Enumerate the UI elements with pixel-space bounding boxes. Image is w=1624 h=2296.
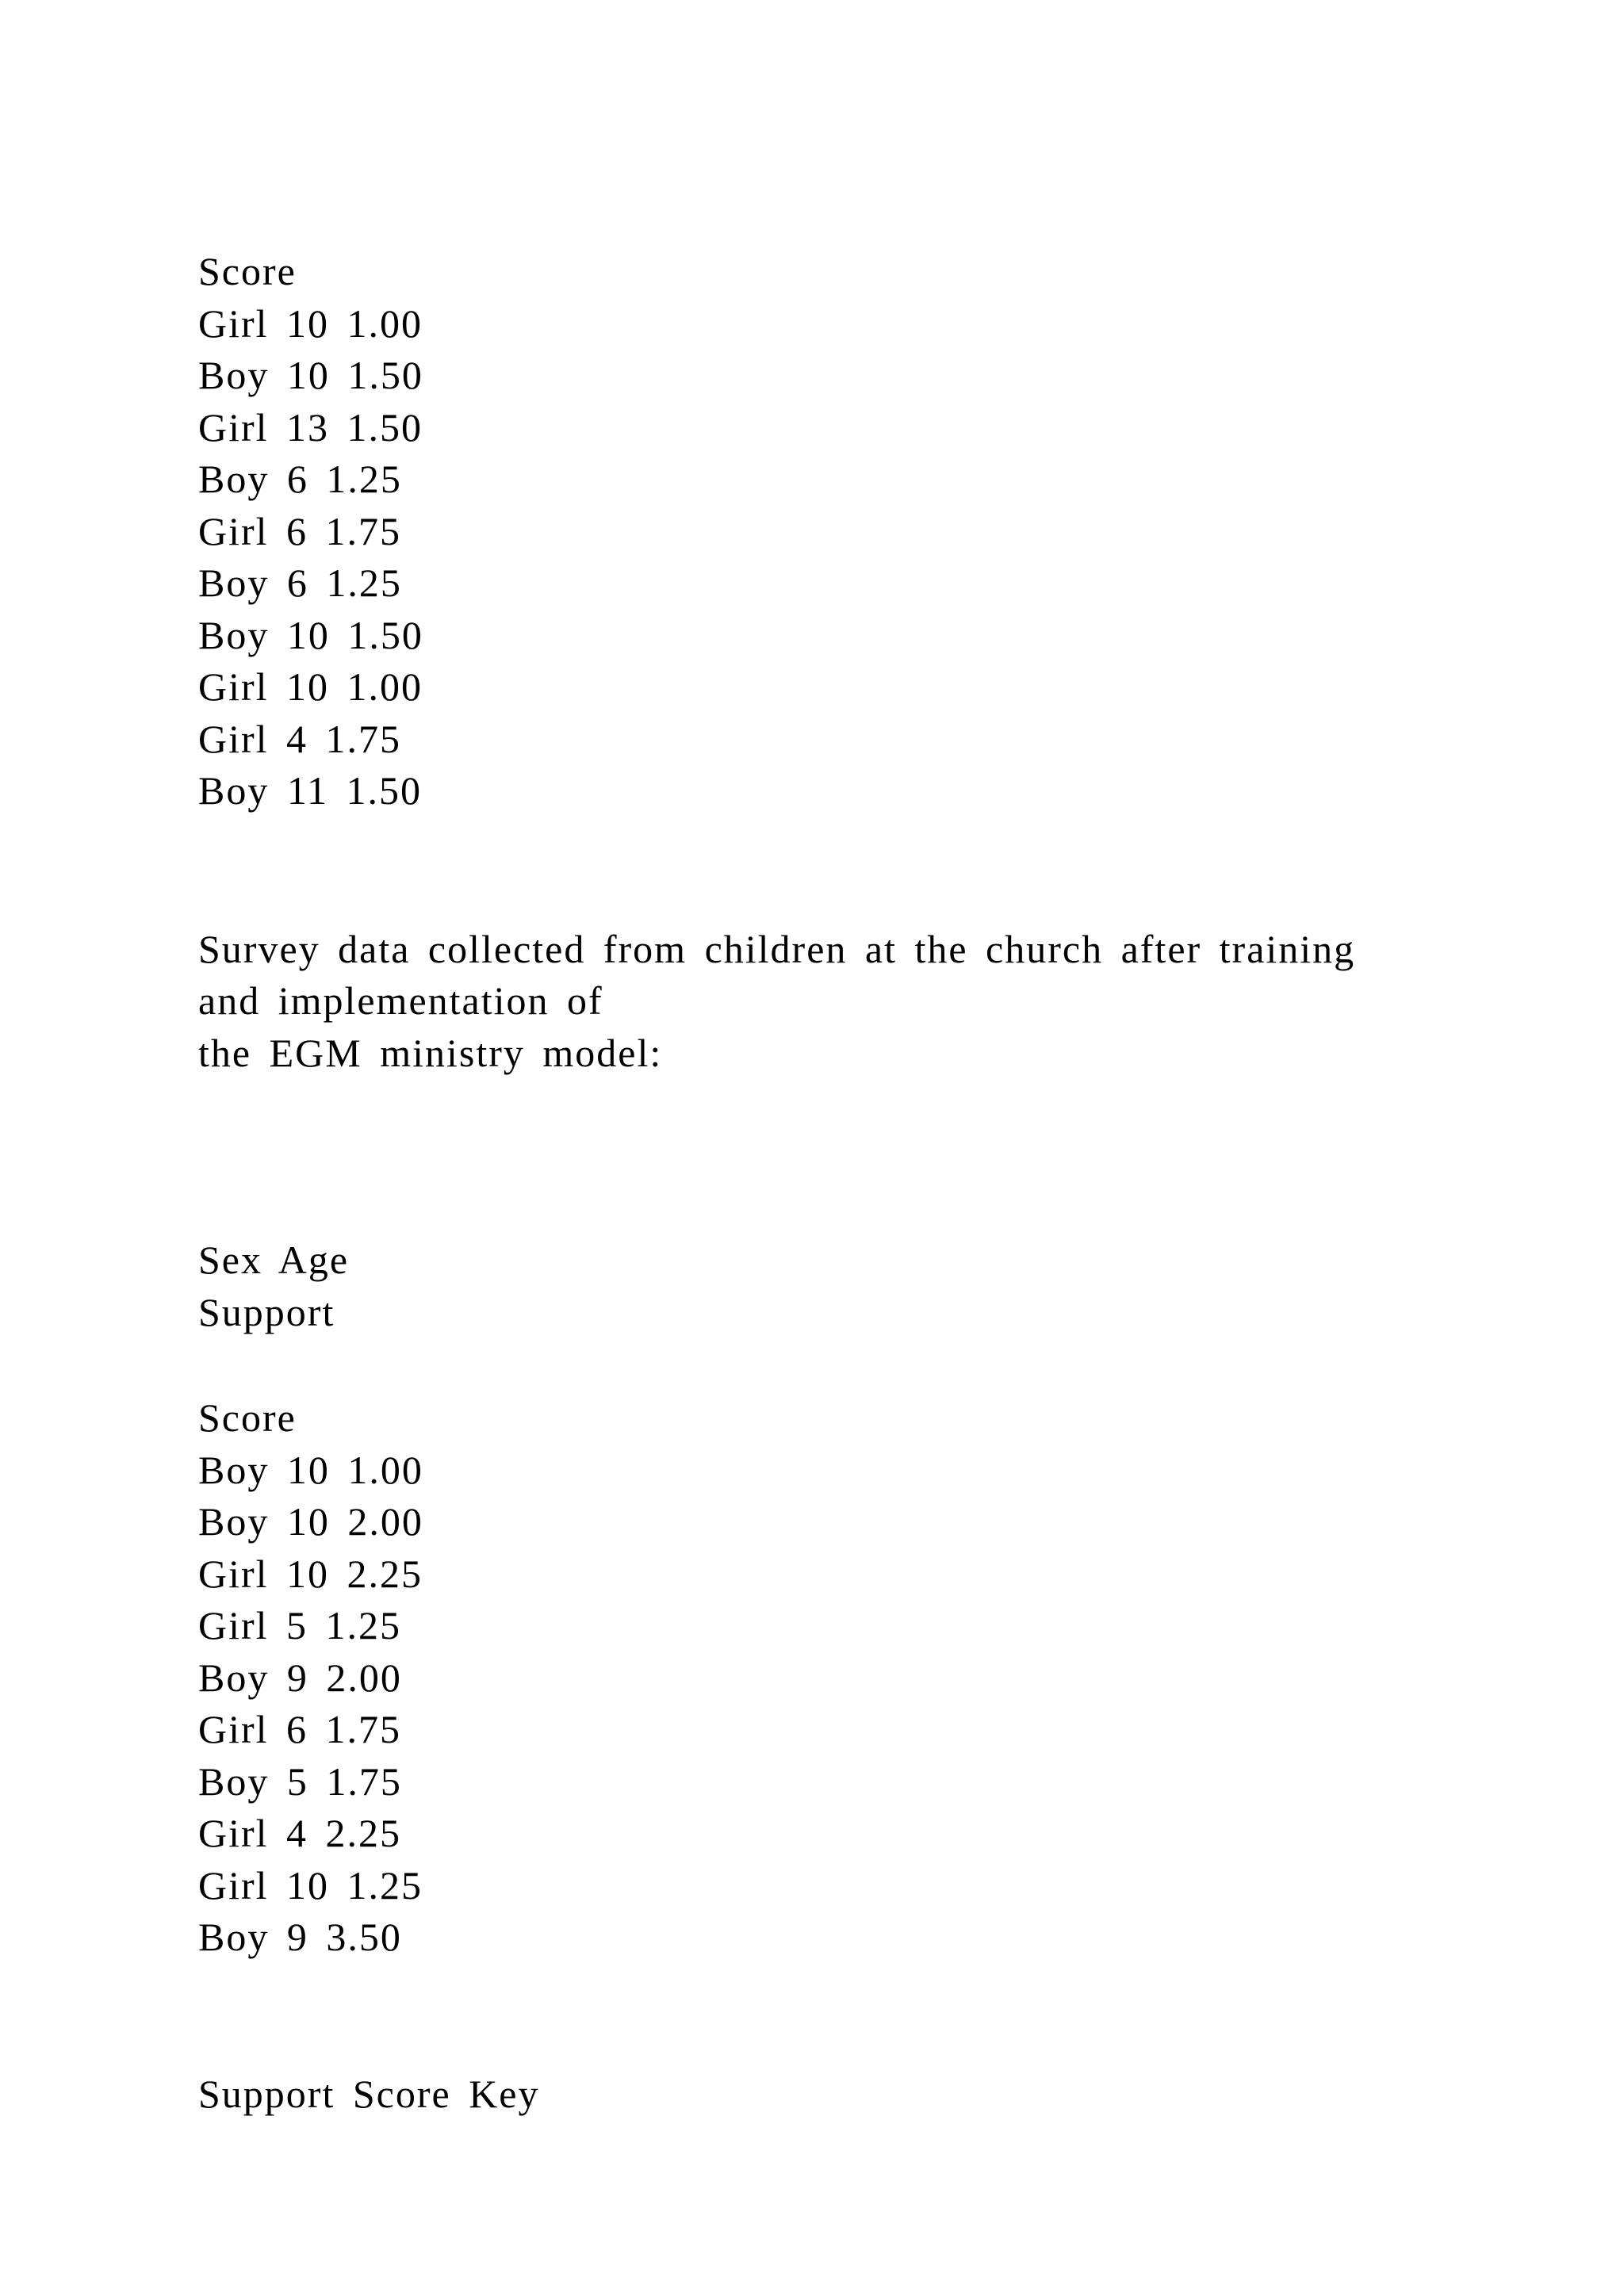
intro-line: and implementation of xyxy=(198,978,603,1023)
section1-score-header: Score xyxy=(198,249,297,293)
data-row: Girl 4 2.25 xyxy=(198,1811,402,1855)
data-row: Boy 9 2.00 xyxy=(198,1655,402,1700)
intro-line: the EGM ministry model: xyxy=(198,1030,663,1075)
data-row: Girl 13 1.50 xyxy=(198,404,423,450)
intro-paragraph xyxy=(198,924,1435,1080)
data-row: Boy 10 2.00 xyxy=(198,1499,423,1544)
data-row: Girl 5 1.25 xyxy=(198,1603,402,1647)
support-score-key-title: Support Score Key xyxy=(198,2071,540,2116)
data-row: Girl 10 1.00 xyxy=(198,300,423,346)
document-content xyxy=(198,246,1435,2120)
data-row: Boy 10 1.50 xyxy=(198,353,423,397)
data-row: Boy 6 1.25 xyxy=(198,561,402,605)
data-row: Girl 10 1.00 xyxy=(198,664,423,709)
section2-support-header: Support xyxy=(198,1289,335,1334)
data-row: Boy 11 1.50 xyxy=(198,768,422,813)
intro-line: Survey data collected from children at the church after training xyxy=(198,926,1356,971)
section2-score-header: Score xyxy=(198,1395,297,1440)
data-row: Boy 10 1.50 xyxy=(198,612,423,657)
data-row: Girl 10 1.25 xyxy=(198,1862,423,1908)
data-row: Girl 10 2.25 xyxy=(198,1551,423,1596)
section2-sex-age-header: Sex Age xyxy=(198,1238,350,1282)
data-row: Boy 9 3.50 xyxy=(198,1915,402,1959)
data-row: Boy 10 1.00 xyxy=(198,1447,423,1492)
data-row: Boy 5 1.75 xyxy=(198,1758,402,1804)
data-row: Girl 4 1.75 xyxy=(198,716,402,761)
data-row: Girl 6 1.75 xyxy=(198,508,402,553)
data-row: Girl 6 1.75 xyxy=(198,1707,402,1751)
data-row: Boy 6 1.25 xyxy=(198,457,402,501)
